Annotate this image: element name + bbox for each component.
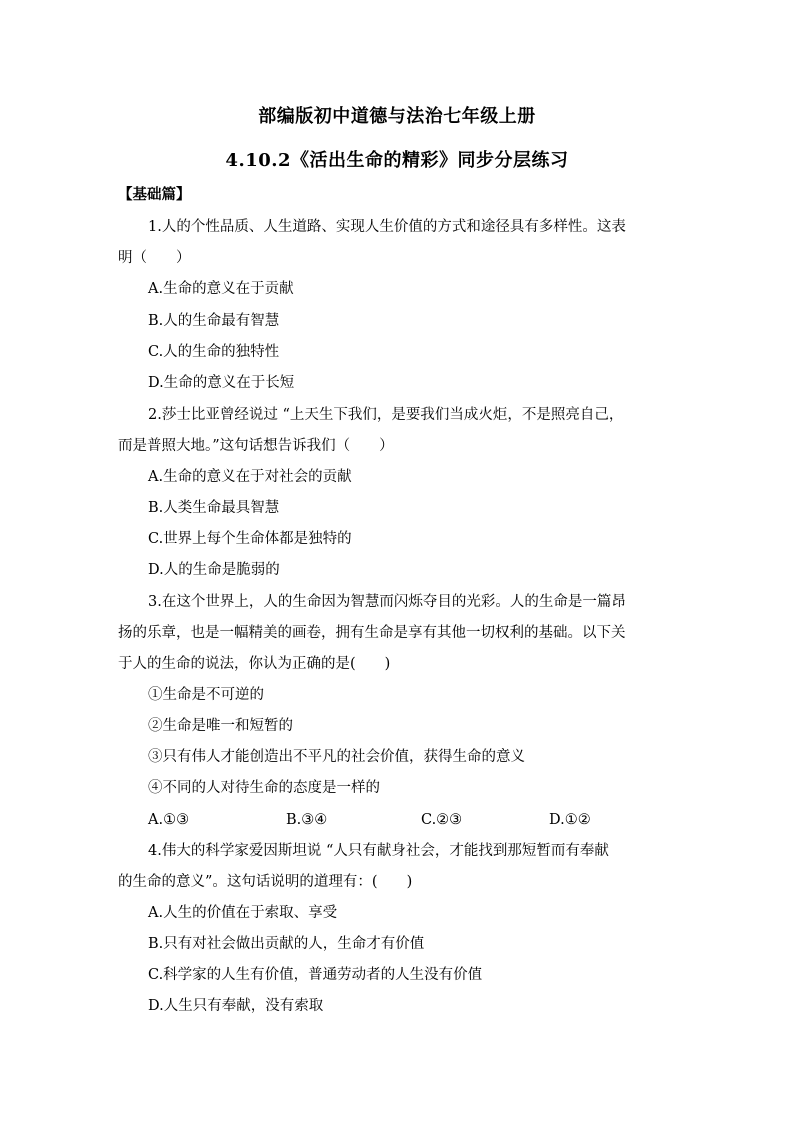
question-1-stem-line2: 明（ ） (118, 250, 191, 266)
question-2-option-a: A.生命的意义在于对社会的贡献 (148, 469, 352, 485)
question-1-option-b: B.人的生命最有智慧 (148, 313, 280, 329)
question-3-option-c: C.②③ (421, 812, 463, 828)
question-3-option-b: B.③④ (286, 812, 328, 828)
question-2-stem-line2: 而是普照大地。”这句话想告诉我们（ ） (118, 438, 394, 454)
question-3-option-d: D.①② (549, 812, 591, 828)
question-1-option-c: C.人的生命的独特性 (148, 344, 280, 360)
question-1-option-d: D.生命的意义在于长短 (148, 375, 295, 391)
question-3-option-a: A.①③ (148, 812, 190, 828)
question-2-stem-line1: 2.莎士比亚曾经说过 “上天生下我们，是要我们当成火炬，不是照亮自己， (148, 407, 624, 423)
question-2-option-d: D.人的生命是脆弱的 (148, 562, 280, 578)
document-subtitle: 4.10.2《活出生命的精彩》同步分层练习 (225, 150, 569, 171)
question-1-option-a: A.生命的意义在于贡献 (148, 281, 294, 297)
question-3-stem-line3: 于人的生命的说法，你认为正确的是( ) (118, 656, 391, 672)
question-2-option-b: B.人类生命最具智慧 (148, 500, 280, 516)
question-4-option-d: D.人生只有奉献，没有索取 (148, 998, 324, 1014)
section-label-basic: 【基础篇】 (118, 186, 191, 203)
question-3-statement-4: ④不同的人对待生命的态度是一样的 (148, 780, 380, 796)
question-4-stem-line1: 4.伟大的科学家爱因斯坦说 “人只有献身社会，才能找到那短暂而有奉献 (148, 843, 609, 859)
question-2-option-c: C.世界上每个生命体都是独特的 (148, 531, 352, 547)
question-4-option-b: B.只有对社会做出贡献的人，生命才有价值 (148, 936, 425, 952)
question-3-stem-line2: 扬的乐章，也是一幅精美的画卷，拥有生命是享有其他一切权利的基础。以下关 (118, 625, 626, 641)
question-3-statement-1: ①生命是不可逆的 (148, 687, 264, 703)
question-4-option-a: A.人生的价值在于索取、享受 (148, 905, 338, 921)
document-title: 部编版初中道德与法治七年级上册 (258, 106, 536, 127)
question-1-stem-line1: 1.人的个性品质、人生道路、实现人生价值的方式和途径具有多样性。这表 (148, 219, 626, 235)
question-3-statement-3: ③只有伟人才能创造出不平凡的社会价值，获得生命的意义 (148, 749, 525, 765)
question-4-option-c: C.科学家的人生有价值，普通劳动者的人生没有价值 (148, 967, 483, 983)
question-3-statement-2: ②生命是唯一和短暂的 (148, 718, 293, 734)
question-4-stem-line2: 的生命的意义”。这句话说明的道理有：( ) (118, 874, 413, 890)
question-3-stem-line1: 3.在这个世界上，人的生命因为智慧而闪烁夺目的光彩。人的生命是一篇昂 (148, 594, 626, 610)
